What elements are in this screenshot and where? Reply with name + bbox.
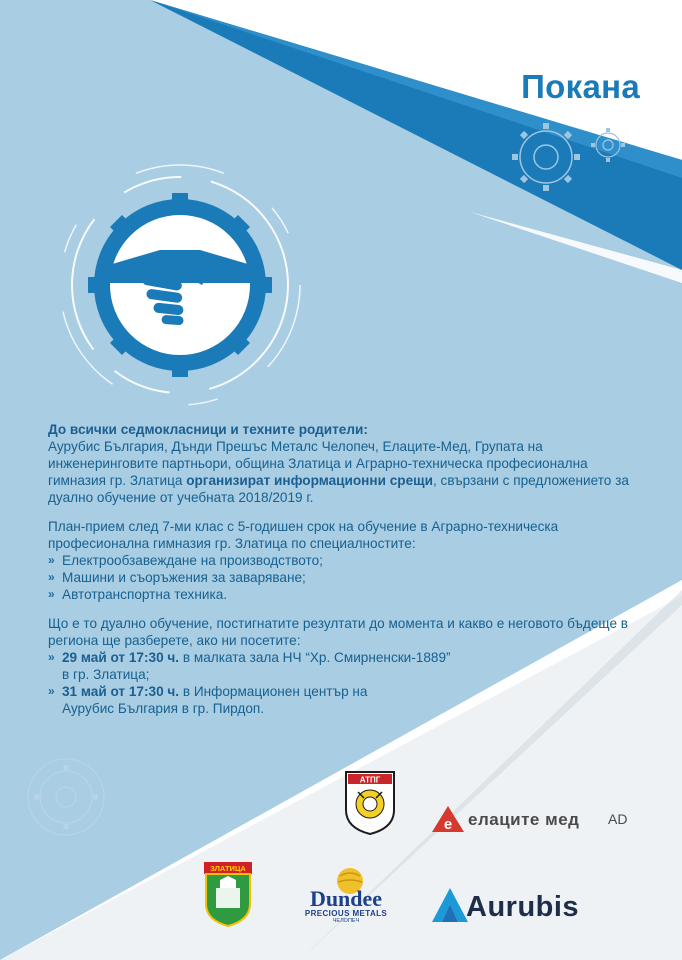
event-item <box>48 683 648 717</box>
atpg-logo-text: АТПГ <box>359 775 381 785</box>
specialty-label: Автотранспортна техника. <box>62 587 228 602</box>
specialty-label: Машини и съоръжения за заваряване; <box>62 570 306 585</box>
bullet-icon: » <box>48 587 55 601</box>
dundee-logo-text: Dundee <box>309 886 383 911</box>
aurubis-logo-text: Aurubis <box>466 891 580 923</box>
event-location-cont: Аурубис България в гр. Пирдоп. <box>62 701 265 716</box>
handshake-gear-icon <box>60 165 300 405</box>
question-text: Що е то дуално обучение, постигнатите резултати до момента и какво е неговото бъдеще в региона ще разберете, ако ни посетите: <box>48 616 629 648</box>
plan-paragraph <box>48 518 648 603</box>
intro-text-end: , свързани с предложението за дуално обучение от учебната 2018/2019 г. <box>48 473 629 505</box>
event-item <box>48 649 648 683</box>
invitation-title: Покана <box>521 68 640 105</box>
plan-text: План-прием след 7-ми клас с 5-годишен срок на обучение в Аграрно-техническа професионална гимназия гр. Златица по специалностите: <box>48 519 559 551</box>
elatsite-logo-text: елаците мед <box>468 810 580 829</box>
aurubis-logo <box>432 888 644 924</box>
event-date: 29 май от 17:30 ч. <box>62 650 180 665</box>
bullet-icon: » <box>48 650 55 664</box>
event-location-cont: в гр. Златица; <box>62 667 150 682</box>
intro-text: Аурубис България, Дънди Прешъс Металс Челопеч, Елаците-Мед, Групата на инженеринговите партньори, община Златица и Аграрно-техническа професионална гимназия гр. Златица <box>48 439 588 488</box>
events-paragraph <box>48 615 648 717</box>
dundee-logo-sub2: ЧЕЛОПЕЧ <box>332 918 360 924</box>
event-location: в малката зала НЧ “Хр. Смирненски-1889” <box>179 650 451 665</box>
greeting: До всички седмокласници и техните родители: <box>48 422 368 437</box>
specialty-item <box>48 552 648 569</box>
aurubis-logo-icon <box>432 888 468 922</box>
elatsite-logo-suffix: AD <box>608 811 628 827</box>
dundee-logo-sub: PRECIOUS METALS <box>304 909 388 918</box>
specialty-item <box>48 586 648 603</box>
bullet-icon: » <box>48 570 55 584</box>
bottom-gear-icon <box>28 759 104 835</box>
zlatitsa-crest-text: ЗЛАТИЦА <box>210 864 246 873</box>
intro-paragraph <box>48 421 648 506</box>
specialty-item <box>48 569 648 586</box>
bullet-icon: » <box>48 684 55 698</box>
elatsite-logo-icon <box>432 806 464 832</box>
event-location: в Информационен център на <box>179 684 368 699</box>
dundee-logo <box>294 866 398 922</box>
invitation-body <box>48 421 648 729</box>
atpg-logo <box>344 770 396 836</box>
intro-highlight: организират информационни срещи <box>186 473 433 488</box>
event-date: 31 май от 17:30 ч. <box>62 684 180 699</box>
zlatitsa-crest-logo <box>202 860 254 928</box>
specialty-label: Електрообзавеждане на производството; <box>62 553 323 568</box>
bullet-icon: » <box>48 553 55 567</box>
svg-text:e: e <box>443 816 453 832</box>
elatsite-logo <box>432 806 642 832</box>
